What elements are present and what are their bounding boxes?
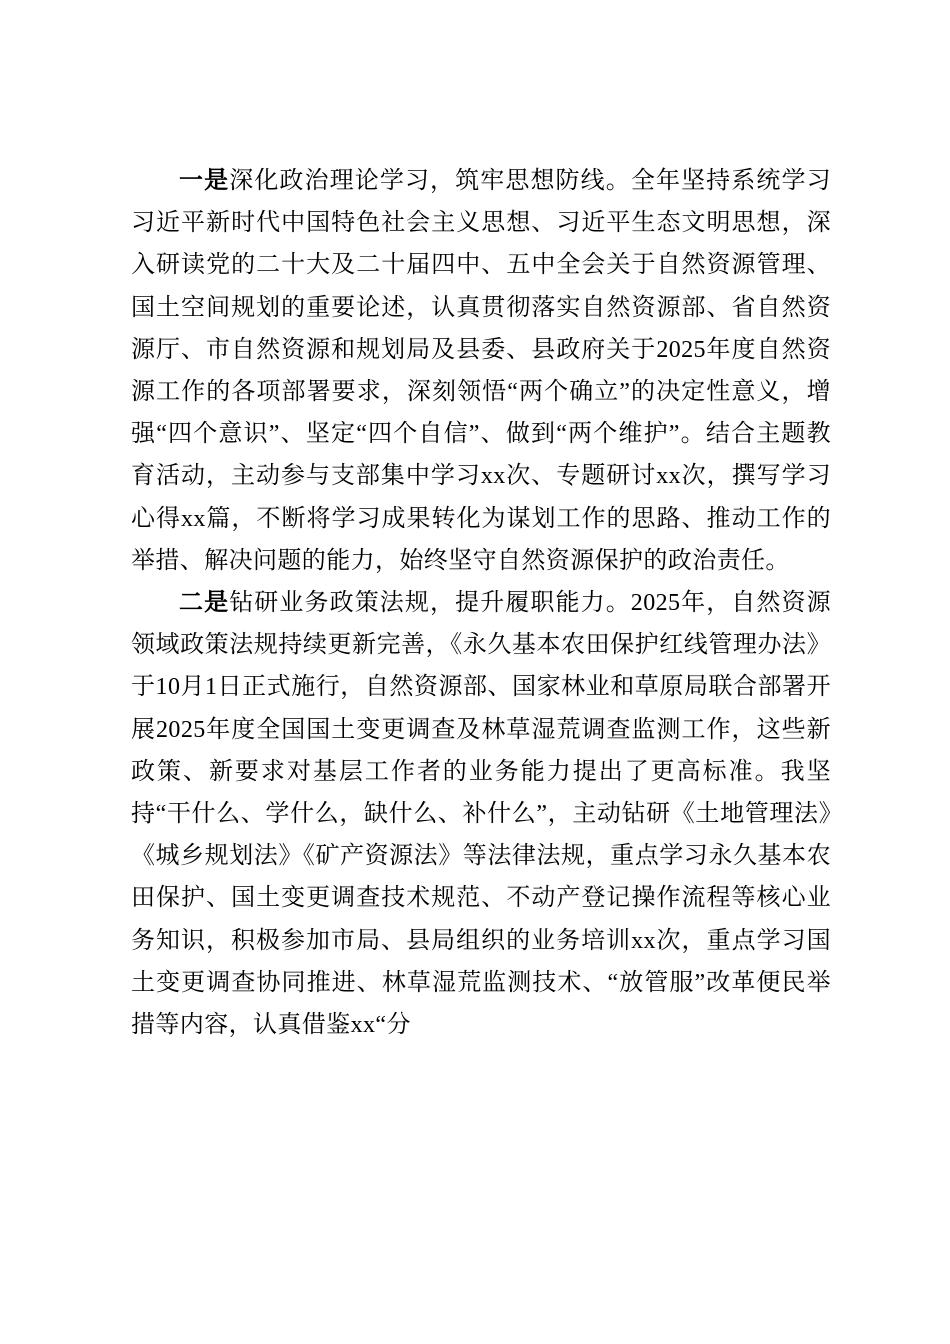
paragraph-study-theory bbox=[131, 160, 831, 582]
paragraph-text: 钻研业务政策法规，提升履职能力。2025年，自然资源领域政策法规持续更新完善，《永久基本农田保护红线管理办法》于10月1日正式施行，自然资源部、国家林业和草原局联合部署开展2025年度全国国土变更调查及林草湿荒调查监测工作，这些新政策、新要求对基层工作者的业务能力提出了更高标准。我坚持“干什么、学什么，缺什么、补什么”，主动钻研《土地管理法》《城乡规划法》《矿产资源法》等法律法规，重点学习永久基本农田保护、国土变更调查技术规范、不动产登记操作流程等核心业务知识，积极参加市局、县局组织的业务培训xx次，重点学习国土变更调查协同推进、林草湿荒监测技术、“放管服”改革便民举措等内容，认真借鉴xx“分 bbox=[131, 590, 831, 1039]
paragraph-lead-bold: 二是 bbox=[179, 590, 230, 617]
paragraph-text: 深化政治理论学习，筑牢思想防线。全年坚持系统学习习近平新时代中国特色社会主义思想、习近平生态文明思想，深入研读党的二十大及二十届四中、五中全会关于自然资源管理、国土空间规划的重要论述，认真贯彻落实自然资源部、省自然资源厅、市自然资源和规划局及县委、县政府关于2025年度自然资源工作的各项部署要求，深刻领悟“两个确立”的决定性意义，增强“四个意识”、坚定“四个自信”、做到“两个维护”。结合主题教育活动，主动参与支部集中学习xx次、专题研讨xx次，撰写学习心得xx篇，不断将学习成果转化为谋划工作的思路、推动工作的举措、解决问题的能力，始终坚守自然资源保护的政治责任。 bbox=[131, 168, 831, 574]
paragraph-lead-bold: 一是 bbox=[179, 168, 230, 194]
document-body bbox=[131, 160, 831, 1046]
paragraph-study-regulations bbox=[131, 582, 831, 1046]
